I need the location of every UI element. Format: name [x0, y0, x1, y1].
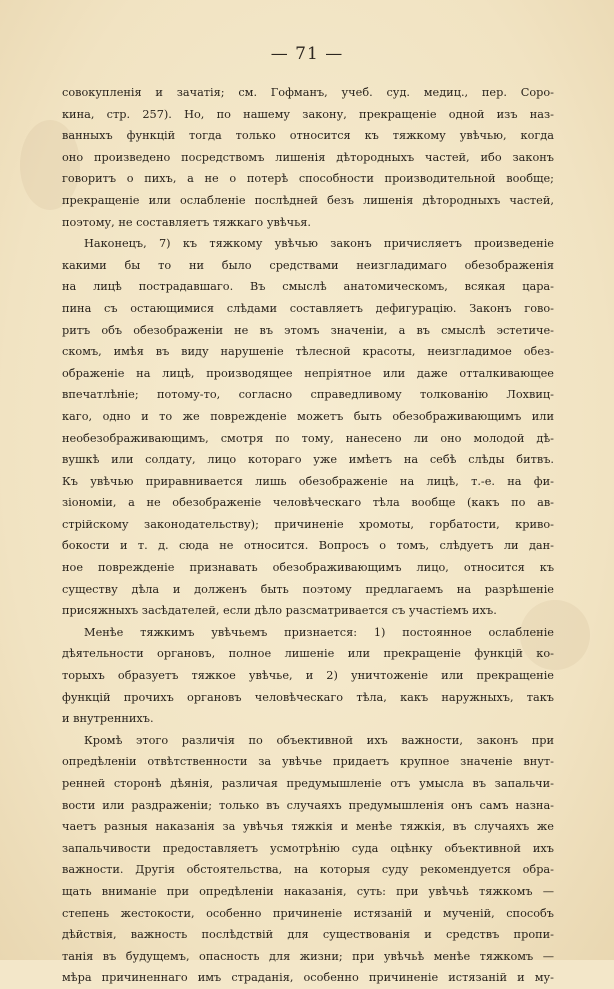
text-line: прекращеніе или ослабленіе послѣдней безъ лишенія дѣтородныхъ частей, [62, 193, 554, 207]
text-line: пина съ остающимися слѣдами составляетъ дефигурацію. Законъ гово- [62, 301, 554, 315]
text-line: функцій прочихъ органовъ человѣческаго тѣла, какъ наружныхъ, такъ [62, 690, 554, 704]
text-line: впечатлѣніе; потому-то, согласно справедливому толкованію Лохвиц- [62, 388, 554, 402]
page-text [62, 82, 554, 989]
text-line: ренней сторонѣ дѣянія, различая предумышленіе отъ умысла въ запальчи- [62, 777, 554, 790]
text-line: дѣйствія, важность послѣдствій для существованія и средствъ пропи- [62, 928, 554, 942]
text-line: какими бы то ни было средствами неизгладимаго обезображенія [62, 258, 554, 272]
text-line: стрійскому законодательству); причиненіе хромоты, горбатости, криво- [62, 517, 554, 531]
text-line: бокости и т. д. сюда не относится. Вопросъ о томъ, слѣдуетъ ли дан- [62, 539, 554, 553]
text-line: Къ увѣчью приравнивается лишь обезображеніе на лицѣ, т.-е. на фи- [62, 474, 554, 488]
text-line: ображеніе на лицѣ, производящее непріятное или даже отталкивающее [62, 366, 554, 380]
text-line: чаетъ разныя наказанія за увѣчья тяжкія и менѣе тяжкія, въ случаяхъ же [62, 820, 554, 834]
text-line: каго, одно и то же поврежденіе можетъ быть обезображивающимъ или [62, 409, 554, 423]
text-line: говоритъ о пихъ, а не о потерѣ способности производительной вообще; [62, 172, 554, 186]
text-line: степень жестокости, особенно причиненіе истязаній и мученій, способъ [62, 906, 554, 920]
text-line: зіономіи, а не обезображеніе человѣческаго тѣла вообще (какъ по ав- [62, 496, 554, 510]
text-line: ванныхъ функцій тогда только относится къ тяжкому увѣчью, когда [62, 129, 554, 143]
text-line: Наконецъ, 7) къ тяжкому увѣчью законъ причисляетъ произведеніе [84, 237, 554, 251]
page-number: — 71 — [270, 44, 344, 64]
text-line: опредѣленіи отвѣтственности за увѣчье придаетъ крупное значеніе внут- [62, 755, 554, 769]
text-line: необезображивающимъ, смотря по тому, нанесено ли оно молодой дѣ- [62, 431, 554, 445]
text-line: совокупленія и зачатія; см. Гофманъ, учеб. суд. медиц., пер. Соро- [62, 86, 554, 99]
text-line: на лицѣ пострадавшаго. Въ смыслѣ анатомическомъ, всякая цара- [62, 280, 554, 294]
text-line: важности. Другія обстоятельства, на которыя суду рекомендуется обра- [62, 863, 554, 877]
text-line: оно произведено посредствомъ лишенія дѣтородныхъ частей, ибо законъ [62, 150, 554, 164]
text-line: щать вниманіе при опредѣленіи наказанія, суть: при увѣчьѣ тяжкомъ — [62, 884, 554, 898]
text-line: ритъ объ обезображеніи не въ этомъ значеніи, а въ смыслѣ эстетиче- [62, 323, 554, 337]
text-line: вости или раздраженіи; только въ случаяхъ предумышленія онъ самъ назна- [62, 798, 554, 812]
text-line: торыхъ образуетъ тяжкое увѣчье, и 2) уничтоженіе или прекращеніе [62, 669, 554, 683]
text-line: танія въ будущемъ, опасность для жизни; при увѣчьѣ менѣе тяжкомъ — [62, 949, 554, 963]
text-line: и внутреннихъ. [62, 712, 154, 726]
text-line: Менѣе тяжкимъ увѣчьемъ признается: 1) постоянное ослабленіе [84, 625, 554, 639]
text-line: запальчивости предоставляетъ усмотрѣнію суда оцѣнку объективной ихъ [62, 841, 554, 855]
text-line: ное поврежденіе признавать обезображивающимъ лицо, относится къ [62, 561, 554, 575]
text-line: вушкѣ или солдату, лицо котораго уже имѣетъ на себѣ слѣды битвъ. [62, 453, 554, 467]
text-line: скомъ, имѣя въ виду нарушеніе тѣлесной красоты, неизгладимое обез- [62, 345, 554, 359]
text-line: кина, стр. 257). Но, по нашему закону, прекращеніе одной изъ наз- [62, 107, 554, 121]
text-line: мѣра причиненнаго имъ страданія, особенно причиненіе истязаній и му- [62, 971, 554, 985]
text-line: дѣятельности органовъ, полное лишеніе или прекращеніе функцій ко- [62, 647, 554, 661]
text-line: существу дѣла и долженъ быть поэтому предлагаемъ на разрѣшеніе [62, 582, 554, 596]
text-line: присяжныхъ засѣдателей, если дѣло разсматривается съ участіемъ ихъ. [62, 604, 497, 618]
text-line: поэтому, не составляетъ тяжкаго увѣчья. [62, 215, 311, 229]
text-line: Кромѣ этого различія по объективной ихъ важности, законъ при [84, 733, 554, 747]
